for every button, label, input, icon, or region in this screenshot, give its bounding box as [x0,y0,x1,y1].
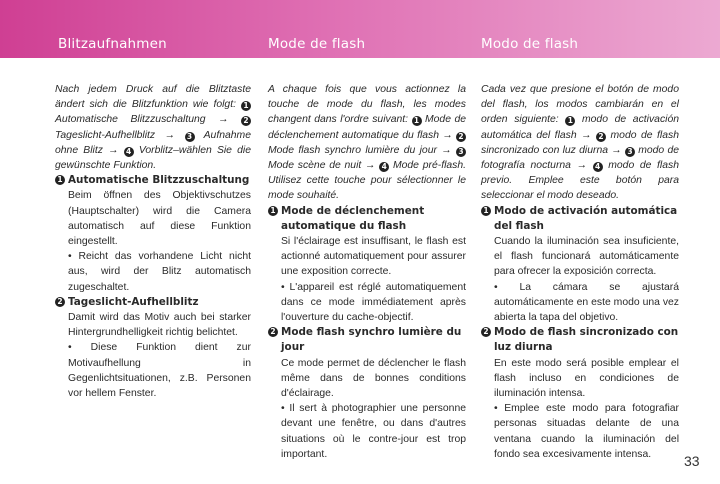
french-section-2-body: Ce mode permet de déclencher le flash même dans de bonnes conditions d'éclairage. [281,357,466,400]
spanish-intro: Cada vez que presione el botón de modo del flash, los modos cambiarán en el orden siguiente: 1 modo de activación automática del flash → 2 modo de flash sincronizado con luz diurna → 3 modo de fotografía nocturna → 4 modo de flash previo. Emplee este botón para seleccionar el modo deseado. [481,84,680,202]
french-section-title: Mode de flash [268,36,366,52]
german-section-1-heading: 1 Automatische Blitzzuschaltung [55,173,251,188]
spanish-section-2-heading: 2 Modo de flash sincronizado con luz diurna [481,325,679,355]
german-section-2-heading: 2 Tageslicht-Aufhellblitz [55,295,251,310]
spanish-column [481,82,679,462]
number-2-icon: 2 [596,132,606,142]
german-section-2-bullet: • Diese Funktion dient zur Motivaufhellung in Gegenlichtsituationen, z.B. Personen vor hellem Fenster. [68,342,251,400]
spanish-section-1-body: Cuando la iluminación sea insuficiente, el flash funcionará automáticamente para ofrecer la exposición correcta. [494,236,679,278]
french-section-2-bullet: • Il sert à photographier une personne devant une fenêtre, ou dans d'autres situations où le contre-jour est trop important. [281,403,466,460]
german-section-1-body: Beim öffnen des Objektivschutzes (Hauptschalter) wird die Camera automatisch auf diese Funktion eingestellt. [68,190,251,248]
french-section-1-body: Si l'éclairage est insuffisant, le flash est actionné automatiquement pour assurer une exposition correcte. [281,236,466,278]
number-1-icon: 1 [268,206,278,216]
german-section-1-bullet: • Reicht das vorhandene Licht nicht aus, wird der Blitz automatisch zugeschaltet. [68,251,251,293]
french-section-1-heading: 1 Mode de déclenchement automatique du flash [268,204,466,234]
number-3-icon: 3 [456,147,466,157]
french-section-1-bullet: • L'appareil est réglé automatiquement dans ce mode immédiatement après l'ouverture du cache-objectif. [281,281,466,324]
number-2-icon: 2 [268,327,278,337]
section-header-band [0,0,720,58]
german-section-2-body: Damit wird das Motiv auch bei starker Hintergrundhelligkeit richtig belichtet. [68,312,251,339]
spanish-section-1-heading: 1 Modo de activación automática del flash [481,204,679,234]
number-1-icon: 1 [55,175,65,185]
spanish-section-2-body: En este modo será posible emplear el flash incluso en condiciones de iluminación intensa. [494,357,679,400]
number-2-icon: 2 [241,116,251,126]
number-1-icon: 1 [241,101,251,111]
german-intro: Nach jedem Druck auf die Blitztaste ändert sich die Blitzfunktion wie folgt: 1 Automatische Blitzzuschaltung → 2 Tageslicht-Aufhellblitz → 3 Aufnahme ohne Blitz → 4 Vorblitz–wählen Sie die gewünschte Funktion. [55,84,251,172]
number-2-icon: 2 [481,327,491,337]
number-1-icon: 1 [481,206,491,216]
number-1-icon: 1 [565,116,575,126]
number-4-icon: 4 [124,147,134,157]
number-4-icon: 4 [379,162,389,172]
number-4-icon: 4 [593,162,603,172]
number-3-icon: 3 [625,147,635,157]
german-column [55,82,251,401]
page-number: 33 [684,453,700,469]
french-section-2-heading: 2 Mode flash synchro lumière du jour [268,325,466,355]
french-column [268,82,466,462]
spanish-section-title: Modo de flash [481,36,579,52]
number-3-icon: 3 [185,132,195,142]
spanish-section-2-bullet: • Emplee este modo para fotografiar personas situadas delante de una ventana cuando la iluminación del fondo sea excesivamente intensa. [494,403,679,460]
number-2-icon: 2 [456,132,466,142]
spanish-section-1-bullet: • La cámara se ajustará automáticamente en este modo una vez abierta la tapa del objetivo. [494,281,679,324]
french-intro: A chaque fois que vous actionnez la touche de mode du flash, les modes changent dans l'ordre suivant: 1 Mode de déclenchement automatique du flash → 2 Mode flash synchro lumière du jour → 3 Mode scène de nuit → 4 Mode pré-flash. Utilisez cette touche pour sélectionner le mode souhaité. [268,84,467,202]
number-1-icon: 1 [412,116,422,126]
german-section-title: Blitzaufnahmen [58,36,167,52]
number-2-icon: 2 [55,297,65,307]
